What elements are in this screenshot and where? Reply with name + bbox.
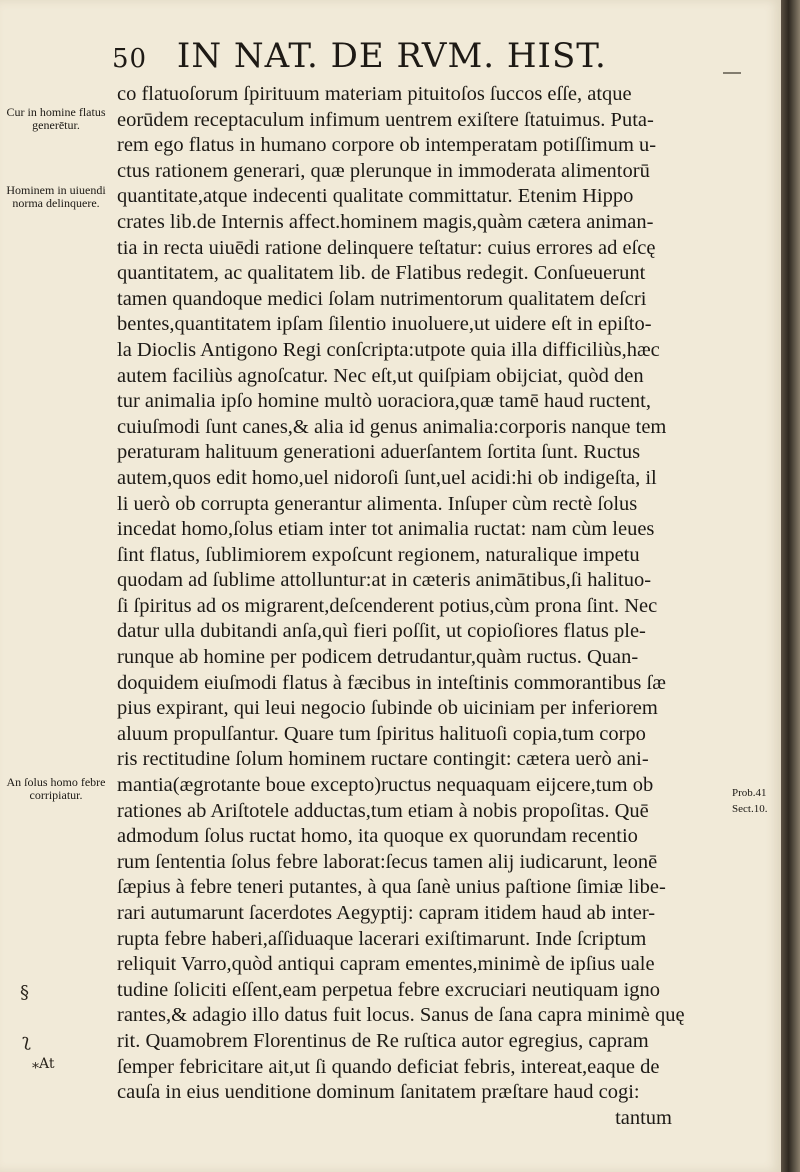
margin-note-flatus: Cur in homine flatus generētur. — [6, 105, 106, 132]
text-line: tur animalia ipſo homine multò uoraciora,quæ tamē haud ructent, — [117, 390, 651, 413]
text-line: li uerò ob corrupta generantur alimenta. Inſuper cùm rectè ſolus — [117, 492, 638, 515]
margin-glyph-2: ʅ — [22, 1030, 31, 1051]
text-line: ſint flatus, ſublimiorem expoſcunt regionem, naturalique impetu — [117, 543, 640, 566]
text-block — [117, 82, 777, 1131]
margin-glyph-3: ⁎At — [32, 1056, 55, 1072]
text-line: peraturam halituum generationi aduerſantem ſortita ſunt. Ructus — [117, 441, 641, 464]
ink-mark — [723, 72, 741, 74]
text-line: la Dioclis Antigono Regi conſcripta:utpote quia illa difficiliùs,hæc — [117, 338, 660, 361]
running-header — [112, 36, 672, 84]
margin-note-febre: An ſolus homo febre corripiatur. — [6, 775, 106, 802]
text-line: rupta febre haberi,aſſiduaque lacerari exiſtimarunt. Inde ſcriptum — [117, 927, 647, 950]
text-line: rem ego flatus in humano corpore ob intemperatam potiſſimum u- — [117, 134, 657, 157]
text-line: ſæpius à febre teneri putantes, à qua ſanè unius paſtione ſimiæ libe- — [117, 876, 666, 899]
text-line: tia in recta uiuēdi ratione delinquere teſtatur: cuius errores ad eſcę — [117, 236, 656, 259]
running-title: IN NAT. DE RVM. HIST. — [176, 36, 607, 76]
text-line: ris rectitudine ſolum hominem ructare contingit: cætera uerò ani- — [117, 748, 649, 771]
text-line: quantitatem, ac qualitatem lib. de Flatibus redegit. Conſueuerunt — [117, 262, 646, 285]
text-line: quantitate,atque indecenti qualitate committatur. Etenim Hippo — [117, 185, 634, 208]
text-line: autem faciliùs agnoſcatur. Nec eſt,ut quiſpiam obijciat, quòd den — [117, 364, 644, 387]
text-line: doquidem eiuſmodi flatus à fæcibus in inteſtinis commorantibus ſæ — [117, 671, 666, 694]
text-line: autem,quos edit homo,uel nidoroſi ſunt,uel acidi:hi ob indigeſta, il — [117, 466, 657, 489]
text-line: ctus rationem generari, quæ plerunque in immoderata alimentorū — [117, 159, 650, 182]
text-line: crates lib.de Internis affect.hominem magis,quàm cætera animan- — [117, 210, 654, 233]
text-line: rari autumarunt ſacerdotes Aegyptij: capram itidem haud ab inter- — [117, 902, 656, 924]
margin-note-delinquere: Hominem in uiuendi norma delinquere. — [6, 183, 106, 210]
margin-glyph-1: § — [20, 982, 29, 1003]
text-line: aluum propulſantur. Quare tum ſpiritus halituoſi copia,tum corpo — [117, 722, 646, 745]
text-line: cuiuſmodi ſunt canes,& alia id genus animalia:corporis nanque tem — [117, 415, 667, 438]
text-line: reliquit Varro,quòd antiqui capram ementes,minimè de ipſius uale — [117, 953, 655, 976]
text-line: ſi ſpiritus ad os migrarent,deſcenderent potius,cùm prona ſint. Nec — [117, 594, 658, 617]
text-line: rum ſententia ſolus febre laborat:ſecus tamen alij iudicarunt, leonē — [117, 850, 658, 873]
text-line: ſemper febricitare ait,ut ſi quando deficiat febris, intereat,eaque de — [117, 1055, 660, 1078]
text-line: eorūdem receptaculum infimum uentrem exiſtere ſtatuimus. Puta- — [117, 108, 654, 131]
text-line: admodum ſolus ructat homo, ita quoque ex quorundam recentio — [117, 825, 638, 848]
text-line: incedat homo,ſolus etiam inter tot animalia ructat: nam cùm leues — [117, 518, 655, 541]
text-line: pius expirant, qui leui negocio ſubinde ob uiciniam per inferiorem — [117, 697, 658, 720]
margin-note-prob-line2: Sect.10. — [732, 803, 768, 815]
text-line: quodam ad ſublime attolluntur:at in cæteris animātibus,ſi halituo- — [117, 569, 652, 592]
catchword: tantum — [615, 1106, 672, 1129]
text-line: tamen quandoque medici ſolam nutrimentorum qualitatem deſcri — [117, 287, 647, 310]
page-edge-shadow — [781, 0, 800, 1172]
text-line: co flatuoſorum ſpirituum materiam pituitoſos ſuccos eſſe, atque — [117, 83, 632, 105]
page-number: 50 — [112, 44, 148, 74]
text-line: cauſa in eius uenditione dominum ſanitatem præſtare haud cogi: — [117, 1081, 640, 1104]
text-line: bentes,quantitatem ipſam ſilentio inuoluere,ut uidere eſt in epiſto- — [117, 313, 652, 336]
text-line: runque ab homine per podicem detrudantur,quàm ructus. Quan- — [117, 646, 639, 669]
text-line: mantia(ægrotante boue excepto)ructus nequaquam eijcere,tum ob — [117, 774, 654, 797]
text-line: datur ulla dubitandi anſa,quì fieri poſſit, ut copioſiores flatus ple- — [117, 620, 646, 643]
text-line: tudine ſoliciti eſſent,eam perpetua febre excruciari neutiquam igno — [117, 978, 661, 1001]
text-line: rationes ab Ariſtotele adductas,tum etiam à nobis propoſitas. Quē — [117, 799, 649, 822]
margin-note-prob-line1: Prob.41 — [732, 787, 767, 799]
text-line: rantes,& adagio illo datus fuit locus. Sanus de ſana capra minimè quę — [117, 1004, 685, 1027]
text-line: rit. Quamobrem Florentinus de Re ruſtica autor egregius, capram — [117, 1029, 649, 1052]
